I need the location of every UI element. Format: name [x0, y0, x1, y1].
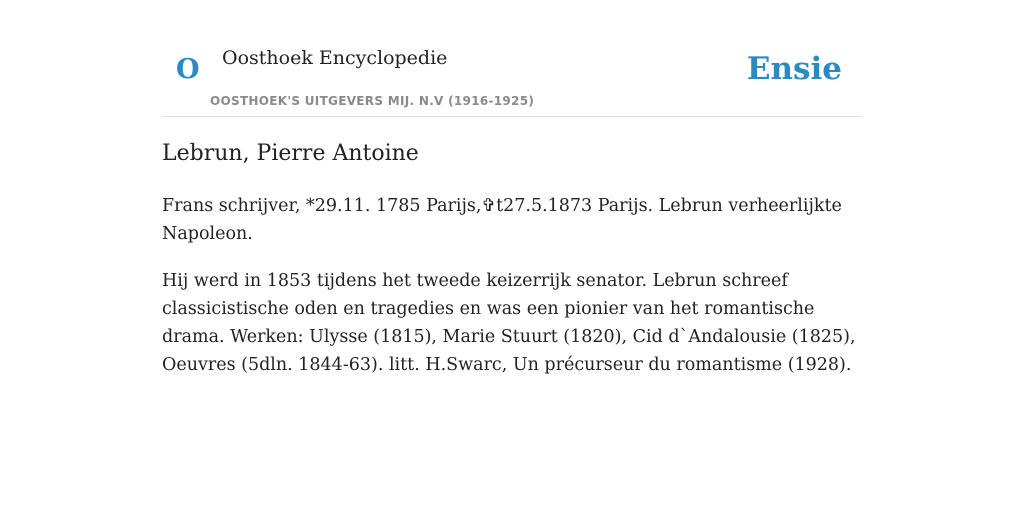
- oosthoek-logo-icon[interactable]: O: [176, 54, 200, 85]
- article-title: Lebrun, Pierre Antoine: [162, 141, 419, 166]
- article: [162, 136, 862, 379]
- site-header: [162, 0, 862, 117]
- publisher-subtitle: OOSTHOEK'S UITGEVERS MIJ. N.V (1916-1925): [210, 94, 535, 108]
- article-paragraph: Hij werd in 1853 tijdens het tweede keizerrijk senator. Lebrun schreef classicistische oden en tragedies en was een pionier van het romantische drama. Werken: Ulysse (1815), Marie Stuurt (1820), Cid d`Andalousie (1825), Oeuvres (5dln. 1844-63). litt. H.Swarc, Un précurseur du romantisme (1928).: [162, 271, 856, 375]
- site-title[interactable]: Oosthoek Encyclopedie: [222, 47, 448, 69]
- article-paragraph: Frans schrijver, *29.11. 1785 Parijs,✞t27.5.1873 Parijs. Lebrun verheerlijkte Napoleon.: [162, 196, 842, 244]
- ensie-logo[interactable]: Ensie: [746, 51, 842, 87]
